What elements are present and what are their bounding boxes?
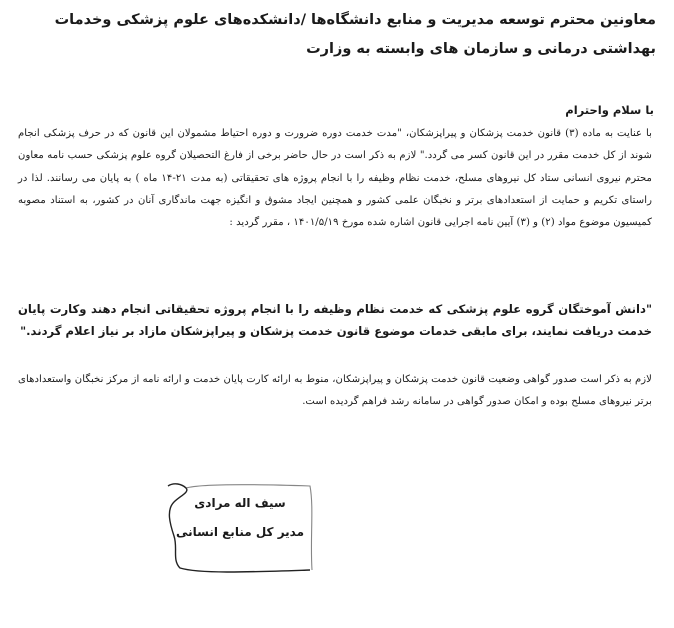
- signatory-title: مدیر کل منابع انسانی: [175, 525, 305, 539]
- resolution-quote: "دانش آموختگان گروه علوم پزشکی که خدمت نظام وظیفه را با انجام پروژه تحقیقاتی انجام دهند وکارت پایان خدمت دریافت نمایند، برای مابقی خدمات موضوع قانون خدمت پزشکان و پیراپزشکان مازاد بر نیاز اعلام گردند.": [18, 302, 652, 338]
- body-paragraph-2: لازم به ذکر است صدور گواهی وضعیت قانون خدمت پزشکان و پیراپزشکان، منوط به ارائه کارت پایان خدمت و ارائه نامه از مرکز نخبگان واستعدادهای برتر نیروهای مسلح بوده و امکان صدور گواهی در سامانه رشد فراهم گردیده است.: [18, 374, 652, 408]
- signatory-name: سیف اله مرادی: [194, 496, 286, 510]
- greeting: با سلام واحترام: [565, 103, 654, 117]
- letter-recipient-title: معاونین محترم توسعه مدیریت و منابع دانشگاه‌ها /دانشکده‌های علوم پزشکی وخدمات بهداشتی درمانی و سازمان های وابسته به وزارت: [54, 12, 656, 57]
- body-paragraph-1: با عنایت به ماده (۳) قانون خدمت پزشکان و پیراپزشکان، "مدت خدمت دوره ضرورت و دوره احتیاط مشمولان این قانون که در حرف پزشکی انجام شوند از کل خدمت مقرر در این قانون کسر می گردد." لازم به ذکر است در حال حاضر برخی از فارغ التحصیلان گروه علوم پزشکی حسب نامه معاون محترم نیروی انسانی ستاد کل نیروهای مسلح، خدمت نظام وظیفه را با انجام پروژه های تحقیقاتی (به مدت ۲۱-۱۴ ماه ) به پایان می رسانند. لذا در راستای تکریم و حمایت از استعدادهای برتر و نخبگان علمی کشور و همچنین ایجاد مشوق و انگیزه جهت ماندگاری آنان در کشور، به استناد مصوبه کمیسیون موضوع مواد (۲) و (۳) آیین نامه اجرایی قانون اشاره شده مورخ ۱۴۰۱/۵/۱۹ ، مقرر گردید :: [18, 128, 652, 229]
